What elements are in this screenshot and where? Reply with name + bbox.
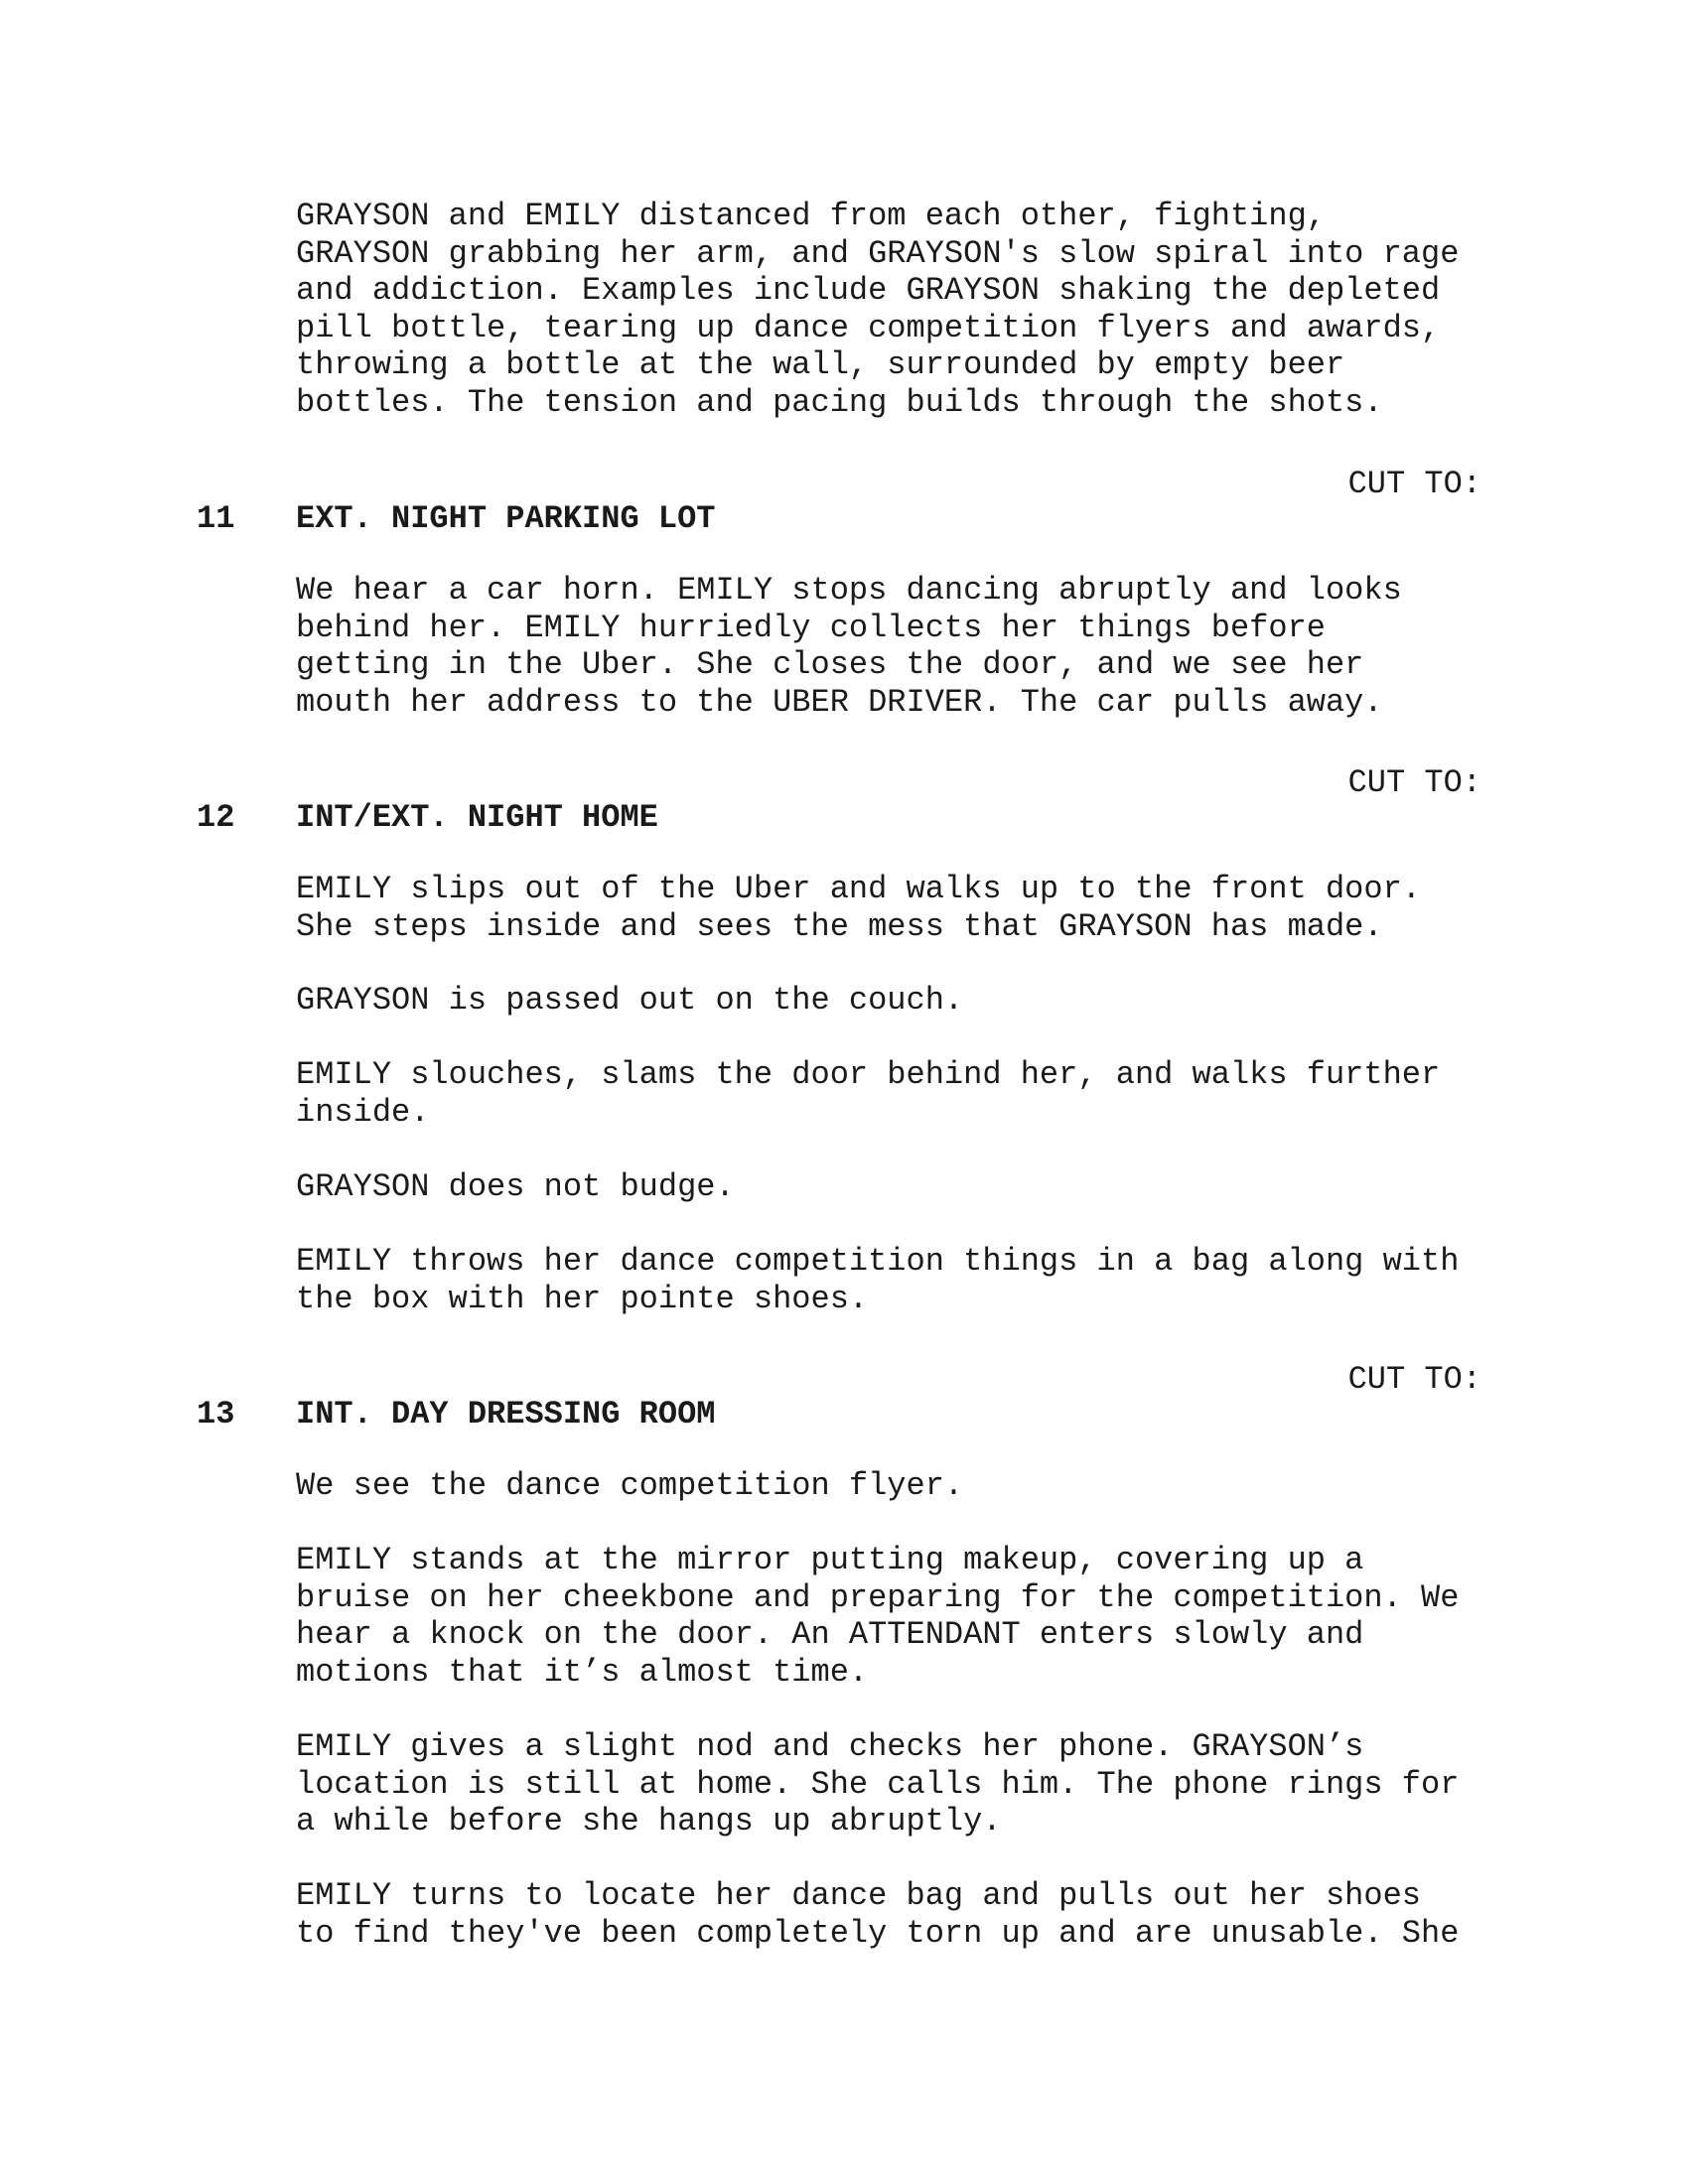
action-scene11-para1: We hear a car horn. EMILY stops dancing abruptly and looks behind her. EMILY hurriedly collects her things before getting in the Uber. She closes the door, and we see her mouth her address to the UBER DRIVER. The car pulls away. (296, 572, 1402, 721)
action-scene13-para3: EMILY gives a slight nod and checks her phone. GRAYSON’s location is still at home. She calls him. The phone rings for a while before she hangs up abruptly. (296, 1728, 1460, 1840)
transition-cut-to: CUT TO: (1347, 764, 1481, 801)
scene-number-11: 11 (197, 500, 235, 537)
action-scene13-para1: We see the dance competition flyer. (296, 1467, 964, 1504)
scene-number-13: 13 (197, 1396, 235, 1433)
scene-heading-13: INT. DAY DRESSING ROOM (296, 1396, 716, 1433)
action-scene12-para1: EMILY slips out of the Uber and walks up to the front door. She steps inside and sees the mess that GRAYSON has made. (296, 871, 1421, 945)
action-scene12-para4: GRAYSON does not budge. (296, 1168, 735, 1205)
transition-cut-to: CUT TO: (1347, 466, 1481, 502)
action-intro: GRAYSON and EMILY distanced from each other, fighting, GRAYSON grabbing her arm, and GRAYSON's slow spiral into rage and addiction. Examples include GRAYSON shaking the depleted pill bottle, tearing up dance competition flyers and awards, throwing a bottle at the wall, surrounded by empty beer bottles. The tension and pacing builds through the shots. (296, 198, 1460, 421)
action-scene12-para2: GRAYSON is passed out on the couch. (296, 982, 964, 1019)
action-scene12-para5: EMILY throws her dance competition things in a bag along with the box with her pointe shoes. (296, 1243, 1460, 1317)
action-scene12-para3: EMILY slouches, slams the door behind her, and walks further inside. (296, 1056, 1441, 1131)
scene-heading-11: EXT. NIGHT PARKING LOT (296, 500, 716, 537)
scene-heading-12: INT/EXT. NIGHT HOME (296, 799, 658, 836)
scene-number-12: 12 (197, 799, 235, 836)
action-scene13-para4: EMILY turns to locate her dance bag and pulls out her shoes to find they've been completely torn up and are unusable. She (296, 1877, 1460, 1952)
action-scene13-para2: EMILY stands at the mirror putting makeup, covering up a bruise on her cheekbone and preparing for the competition. We hear a knock on the door. An ATTENDANT enters slowly and motions that it’s almost time. (296, 1542, 1460, 1691)
transition-cut-to: CUT TO: (1347, 1361, 1481, 1398)
